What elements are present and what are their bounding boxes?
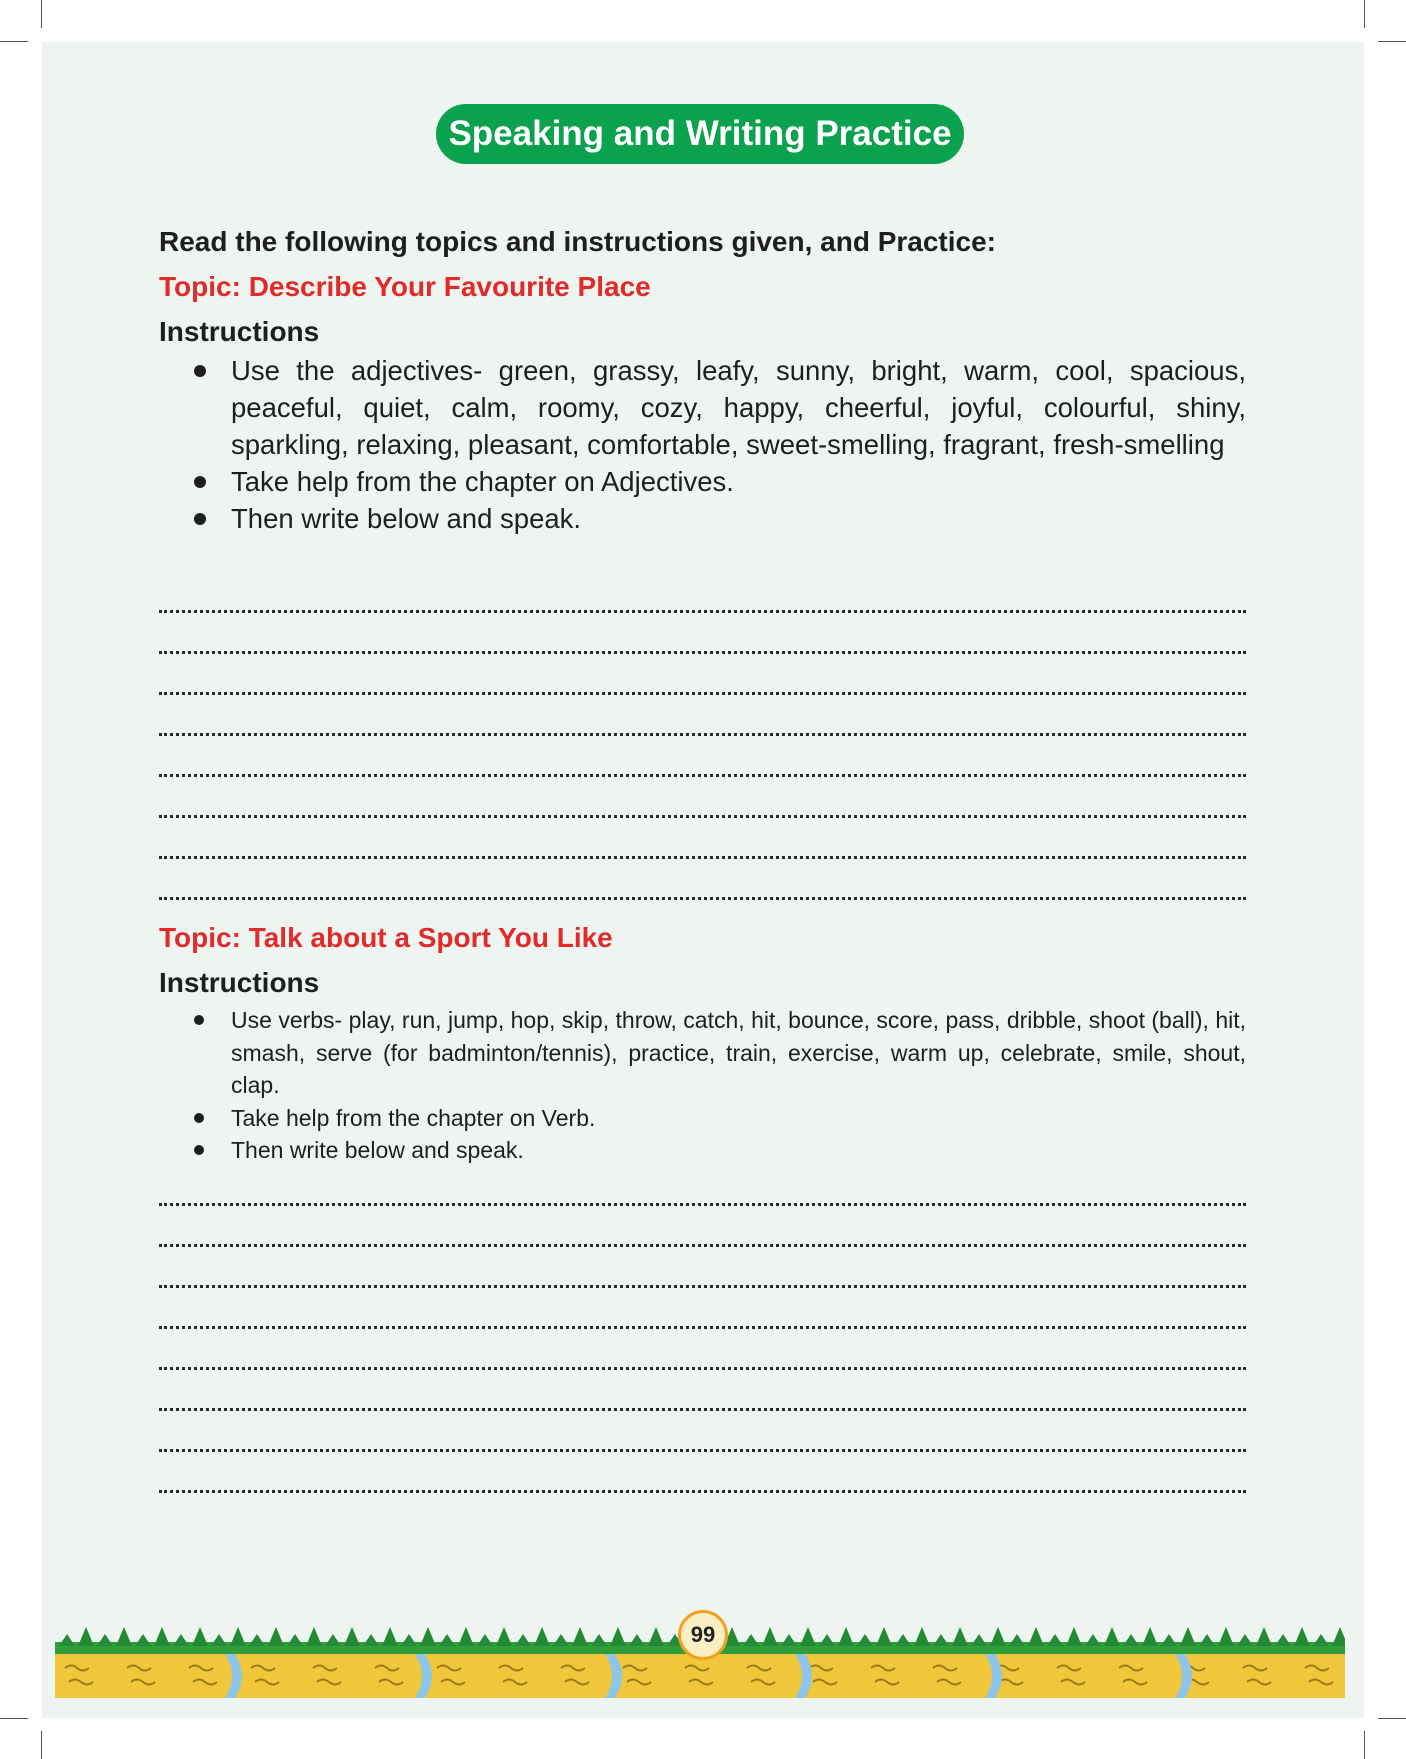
tree-shape: [819, 1634, 835, 1646]
tree-shape: [496, 1627, 512, 1646]
tree-shape: [1028, 1627, 1044, 1646]
tree-shape: [572, 1627, 588, 1646]
tree-shape: [1066, 1627, 1082, 1646]
tree-shape: [553, 1634, 569, 1646]
tree-shape: [363, 1634, 379, 1646]
tree-shape: [743, 1634, 759, 1646]
writing-line[interactable]: [159, 1285, 1246, 1288]
crop-mark: [0, 41, 28, 42]
tree-shape: [401, 1634, 417, 1646]
crop-mark: [1364, 0, 1365, 28]
tree-shape: [59, 1634, 75, 1646]
tree-shape: [249, 1634, 265, 1646]
tree-shape: [1085, 1634, 1101, 1646]
writing-line[interactable]: [159, 856, 1246, 859]
writing-line[interactable]: [159, 610, 1246, 613]
tree-shape: [458, 1627, 474, 1646]
tree-shape: [933, 1634, 949, 1646]
tree-shape: [1161, 1634, 1177, 1646]
tree-shape: [1237, 1634, 1253, 1646]
tree-shape: [534, 1627, 550, 1646]
crop-mark: [41, 1731, 42, 1759]
tree-shape: [154, 1627, 170, 1646]
tree-shape: [781, 1634, 797, 1646]
instruction-item: Then write below and speak.: [159, 1134, 1246, 1167]
tree-shape: [382, 1627, 398, 1646]
crop-mark: [1378, 1718, 1406, 1719]
tree-shape: [1123, 1634, 1139, 1646]
tree-shape: [971, 1634, 987, 1646]
tree-shape: [1047, 1634, 1063, 1646]
tree-shape: [439, 1634, 455, 1646]
page-title: Speaking and Writing Practice: [436, 104, 964, 164]
tree-shape: [762, 1627, 778, 1646]
crop-mark: [1378, 41, 1406, 42]
tree-shape: [857, 1634, 873, 1646]
writing-line[interactable]: [159, 1203, 1246, 1206]
topic-heading-favourite-place: Topic: Describe Your Favourite Place: [159, 271, 651, 302]
writing-line[interactable]: [159, 651, 1246, 654]
intro-text: Read the following topics and instructions given, and Practice:: [159, 226, 997, 257]
writing-line[interactable]: [159, 1244, 1246, 1247]
tree-shape: [173, 1634, 189, 1646]
crop-mark: [1364, 1731, 1365, 1759]
tree-shape: [135, 1634, 151, 1646]
tree-shape: [344, 1627, 360, 1646]
tree-shape: [591, 1634, 607, 1646]
tree-shape: [211, 1634, 227, 1646]
tree-shape: [990, 1627, 1006, 1646]
instruction-list: [159, 1004, 1246, 1167]
tree-shape: [287, 1634, 303, 1646]
topic-heading-sport: Topic: Talk about a Sport You Like: [159, 922, 613, 953]
instruction-item: Use the adjectives- green, grassy, leafy, sunny, bright, warm, cool, spacious, peaceful, quiet, calm, roomy, cozy, happy, cheerful, joyful, colourful, shiny, sparkling, relaxing, pleasant, comfortable, sweet-smelling, fragrant, fresh-smelling: [159, 352, 1246, 463]
writing-line[interactable]: [159, 1490, 1246, 1493]
tree-shape: [268, 1627, 284, 1646]
crop-mark: [41, 0, 42, 28]
tree-shape: [1332, 1627, 1345, 1646]
tree-shape: [192, 1627, 208, 1646]
instructions-heading: Instructions: [159, 316, 320, 347]
tree-shape: [116, 1627, 132, 1646]
instruction-item: Take help from the chapter on Adjectives.: [159, 463, 1246, 500]
instruction-item: Take help from the chapter on Verb.: [159, 1102, 1246, 1135]
tree-shape: [648, 1627, 664, 1646]
tree-shape: [610, 1627, 626, 1646]
tree-shape: [1180, 1627, 1196, 1646]
tree-shape: [325, 1634, 341, 1646]
tree-shape: [515, 1634, 531, 1646]
tree-shape: [1256, 1627, 1272, 1646]
tree-shape: [895, 1634, 911, 1646]
writing-line[interactable]: [159, 1326, 1246, 1329]
tree-shape: [1142, 1627, 1158, 1646]
writing-line[interactable]: [159, 1408, 1246, 1411]
writing-line[interactable]: [159, 1367, 1246, 1370]
tree-shape: [78, 1627, 94, 1646]
instruction-item: Use verbs- play, run, jump, hop, skip, throw, catch, hit, bounce, score, pass, dribble, shoot (ball), hit, smash, serve (for badminton/tennis), practice, train, exercise, warm up, celebrate, smile, shout, clap.: [159, 1004, 1246, 1102]
writing-line[interactable]: [159, 774, 1246, 777]
writing-line[interactable]: [159, 815, 1246, 818]
tree-shape: [1313, 1634, 1329, 1646]
tree-shape: [952, 1627, 968, 1646]
tree-shape: [838, 1627, 854, 1646]
tree-shape: [800, 1627, 816, 1646]
tree-shape: [629, 1634, 645, 1646]
tree-shape: [420, 1627, 436, 1646]
tree-shape: [914, 1627, 930, 1646]
crop-mark: [0, 1718, 28, 1719]
tree-shape: [477, 1634, 493, 1646]
instruction-list: [159, 352, 1246, 537]
writing-line[interactable]: [159, 692, 1246, 695]
tree-shape: [230, 1627, 246, 1646]
instruction-item: Then write below and speak.: [159, 500, 1246, 537]
tree-shape: [1294, 1627, 1310, 1646]
page-number: 99: [678, 1610, 728, 1660]
tree-shape: [97, 1634, 113, 1646]
writing-line[interactable]: [159, 733, 1246, 736]
writing-line[interactable]: [159, 1449, 1246, 1452]
tree-shape: [1104, 1627, 1120, 1646]
tree-shape: [1199, 1634, 1215, 1646]
tree-shape: [1218, 1627, 1234, 1646]
tree-shape: [1009, 1634, 1025, 1646]
tree-shape: [306, 1627, 322, 1646]
tree-shape: [876, 1627, 892, 1646]
writing-line[interactable]: [159, 897, 1246, 900]
tree-shape: [1275, 1634, 1291, 1646]
instructions-heading: Instructions: [159, 967, 320, 998]
